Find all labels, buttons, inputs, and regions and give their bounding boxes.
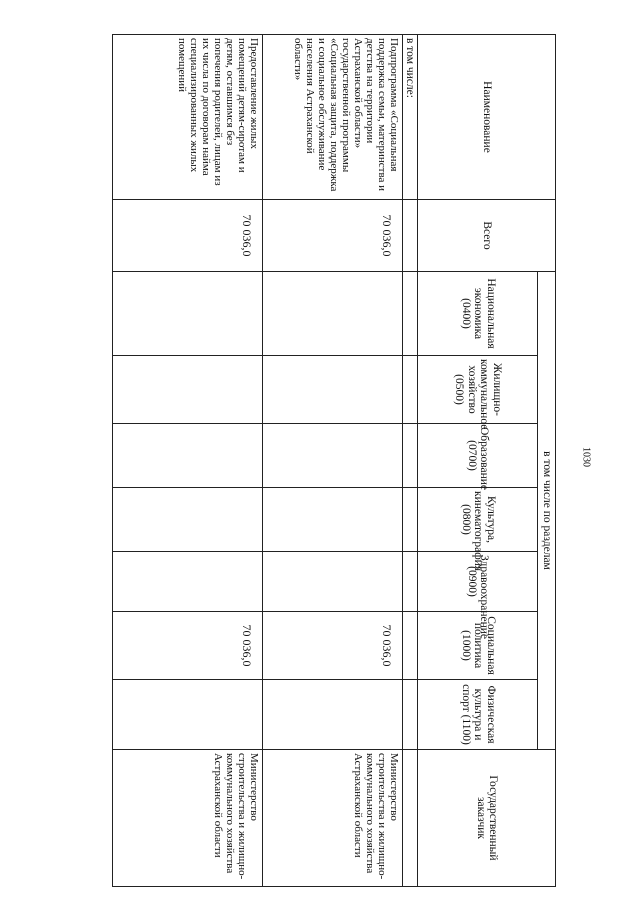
- header-section: Национальная экономика (0400): [418, 272, 538, 356]
- row-value: [263, 356, 403, 424]
- row-value: [403, 424, 419, 488]
- row-value: [403, 488, 419, 552]
- header-section: Жилищно-коммунальное хозяйство (0500): [418, 356, 538, 424]
- row-name: Предоставление жилых помещений детям-сиротам и детям, оставшимся без попечения родителей, лицам из их числа по договорам найма специализированных жилых помещений: [113, 35, 263, 200]
- row-value: [113, 424, 263, 488]
- header-section: Образование (0700): [418, 424, 538, 488]
- header-section: Социальная политика (1000): [418, 612, 538, 680]
- row-value: [403, 680, 419, 750]
- header-section: Здравоохранение (0900): [418, 552, 538, 612]
- budget-table-rotated: [116, 34, 556, 886]
- row-customer: [403, 750, 419, 887]
- header-section: Культура, кинематография (0800): [418, 488, 538, 552]
- header-row-1: [538, 35, 556, 887]
- table-row: [403, 35, 419, 887]
- row-value: 70 036,0: [113, 612, 263, 680]
- table-row: [113, 35, 263, 887]
- row-value: [113, 356, 263, 424]
- row-value: [113, 488, 263, 552]
- row-value: [113, 680, 263, 750]
- row-total: 70 036,0: [113, 200, 263, 272]
- row-value: [403, 272, 419, 356]
- row-customer: Министерство строительства и жилищно-коммунального хозяйства Астраханской области: [113, 750, 263, 887]
- row-value: [263, 552, 403, 612]
- header-total: Всего: [418, 200, 556, 272]
- row-name: в том числе:: [403, 35, 419, 200]
- header-customer: Государственный заказчик: [418, 750, 556, 887]
- row-value: 70 036,0: [263, 612, 403, 680]
- row-name: Подпрограмма «Социальная поддержка семьи, материнства и детства на территории Астраханской области» государственной программы «Социальная защита, поддержка и социальное обслуживание населения Астраханской области»: [263, 35, 403, 200]
- page-number: 1030: [580, 447, 592, 467]
- row-value: [403, 356, 419, 424]
- row-value: [263, 680, 403, 750]
- row-total: 70 036,0: [263, 200, 403, 272]
- table-row: [263, 35, 403, 887]
- row-value: [263, 424, 403, 488]
- row-value: [263, 272, 403, 356]
- row-total: [403, 200, 419, 272]
- row-value: [403, 612, 419, 680]
- row-value: [113, 272, 263, 356]
- row-customer: Министерство строительства и жилищно-коммунального хозяйства Астраханской области: [263, 750, 403, 887]
- header-section: Физическая культура и спорт (1100): [418, 680, 538, 750]
- header-sections-group: в том числе по разделам: [538, 272, 556, 750]
- budget-table: [112, 34, 556, 887]
- row-value: [263, 488, 403, 552]
- header-name: Наименование: [418, 35, 556, 200]
- row-value: [113, 552, 263, 612]
- row-value: [403, 552, 419, 612]
